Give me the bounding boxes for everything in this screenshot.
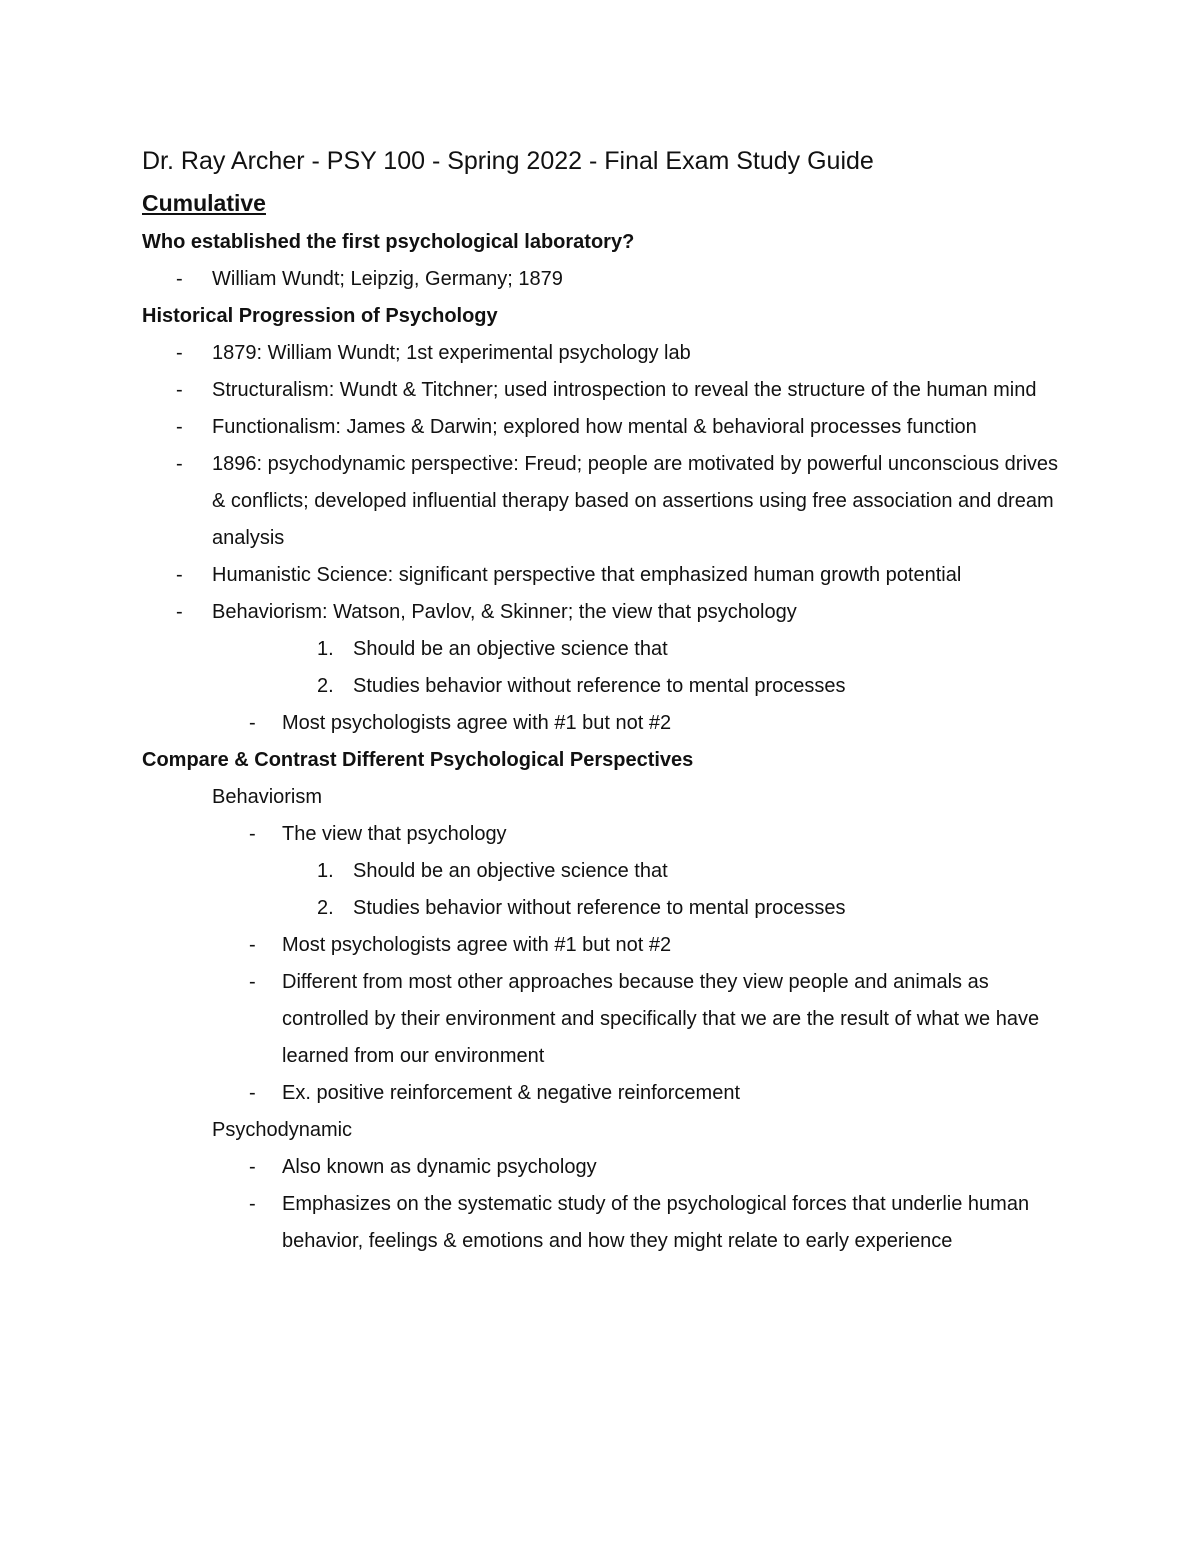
list-item: - Ex. positive reinforcement & negative reinforcement	[142, 1075, 1062, 1112]
history-numbered-list	[142, 631, 1062, 705]
list-item: - Functionalism: James & Darwin; explored how mental & behavioral processes function	[142, 409, 1062, 446]
item-text: Should be an objective science that	[353, 860, 668, 882]
behaviorism-list-b	[142, 927, 1062, 1112]
answer-list	[142, 261, 1062, 298]
numbered-item	[142, 631, 1062, 668]
numbered-item	[142, 890, 1062, 927]
list-item: - Behaviorism: Watson, Pavlov, & Skinner; the view that psychology	[142, 594, 1062, 631]
behaviorism-numbered-list	[142, 853, 1062, 927]
numbered-item	[142, 668, 1062, 705]
behaviorism-list-a	[142, 816, 1062, 853]
item-text: Studies behavior without reference to mental processes	[353, 897, 846, 919]
behaviorism-label: Behaviorism	[212, 786, 323, 808]
list-item: - William Wundt; Leipzig, Germany; 1879	[142, 261, 1062, 298]
list-item: - Most psychologists agree with #1 but not #2	[142, 927, 1062, 964]
list-item: - The view that psychology	[142, 816, 1062, 853]
psychodynamic-list	[142, 1149, 1062, 1260]
section-heading-cumulative: Cumulative	[142, 190, 266, 216]
list-item: - 1879: William Wundt; 1st experimental psychology lab	[142, 335, 1062, 372]
list-item: - 1896: psychodynamic perspective: Freud; people are motivated by powerful unconscious drives & conflicts; developed influential therapy based on assertions using free association and dream analysis	[142, 446, 1062, 557]
item-text: Should be an objective science that	[353, 638, 668, 660]
history-heading: Historical Progression of Psychology	[142, 305, 498, 327]
numbered-item	[142, 853, 1062, 890]
list-item: - Humanistic Science: significant perspective that emphasized human growth potential	[142, 557, 1062, 594]
list-item: - Also known as dynamic psychology	[142, 1149, 1062, 1186]
list-item: - Different from most other approaches because they view people and animals as controlled by their environment and specifically that we are the result of what we have learned from our environment	[142, 964, 1062, 1075]
list-item: - Structuralism: Wundt & Titchner; used introspection to reveal the structure of the human mind	[142, 372, 1062, 409]
list-item: - Emphasizes on the systematic study of the psychological forces that underlie human behavior, feelings & emotions and how they might relate to early experience	[142, 1186, 1062, 1260]
compare-heading: Compare & Contrast Different Psychological Perspectives	[142, 749, 694, 771]
list-item: - Most psychologists agree with #1 but not #2	[142, 705, 1062, 742]
item-number: 1.	[317, 860, 334, 882]
question-heading: Who established the first psychological laboratory?	[142, 231, 635, 253]
item-number: 2.	[317, 897, 334, 919]
item-text: Studies behavior without reference to mental processes	[353, 675, 846, 697]
psychodynamic-label: Psychodynamic	[212, 1119, 353, 1141]
item-number: 1.	[317, 638, 334, 660]
document-content	[142, 140, 1062, 1260]
item-number: 2.	[317, 675, 334, 697]
history-list	[142, 335, 1062, 631]
history-sublist	[142, 705, 1062, 742]
document-title: Dr. Ray Archer - PSY 100 - Spring 2022 - Final Exam Study Guide	[142, 147, 874, 175]
